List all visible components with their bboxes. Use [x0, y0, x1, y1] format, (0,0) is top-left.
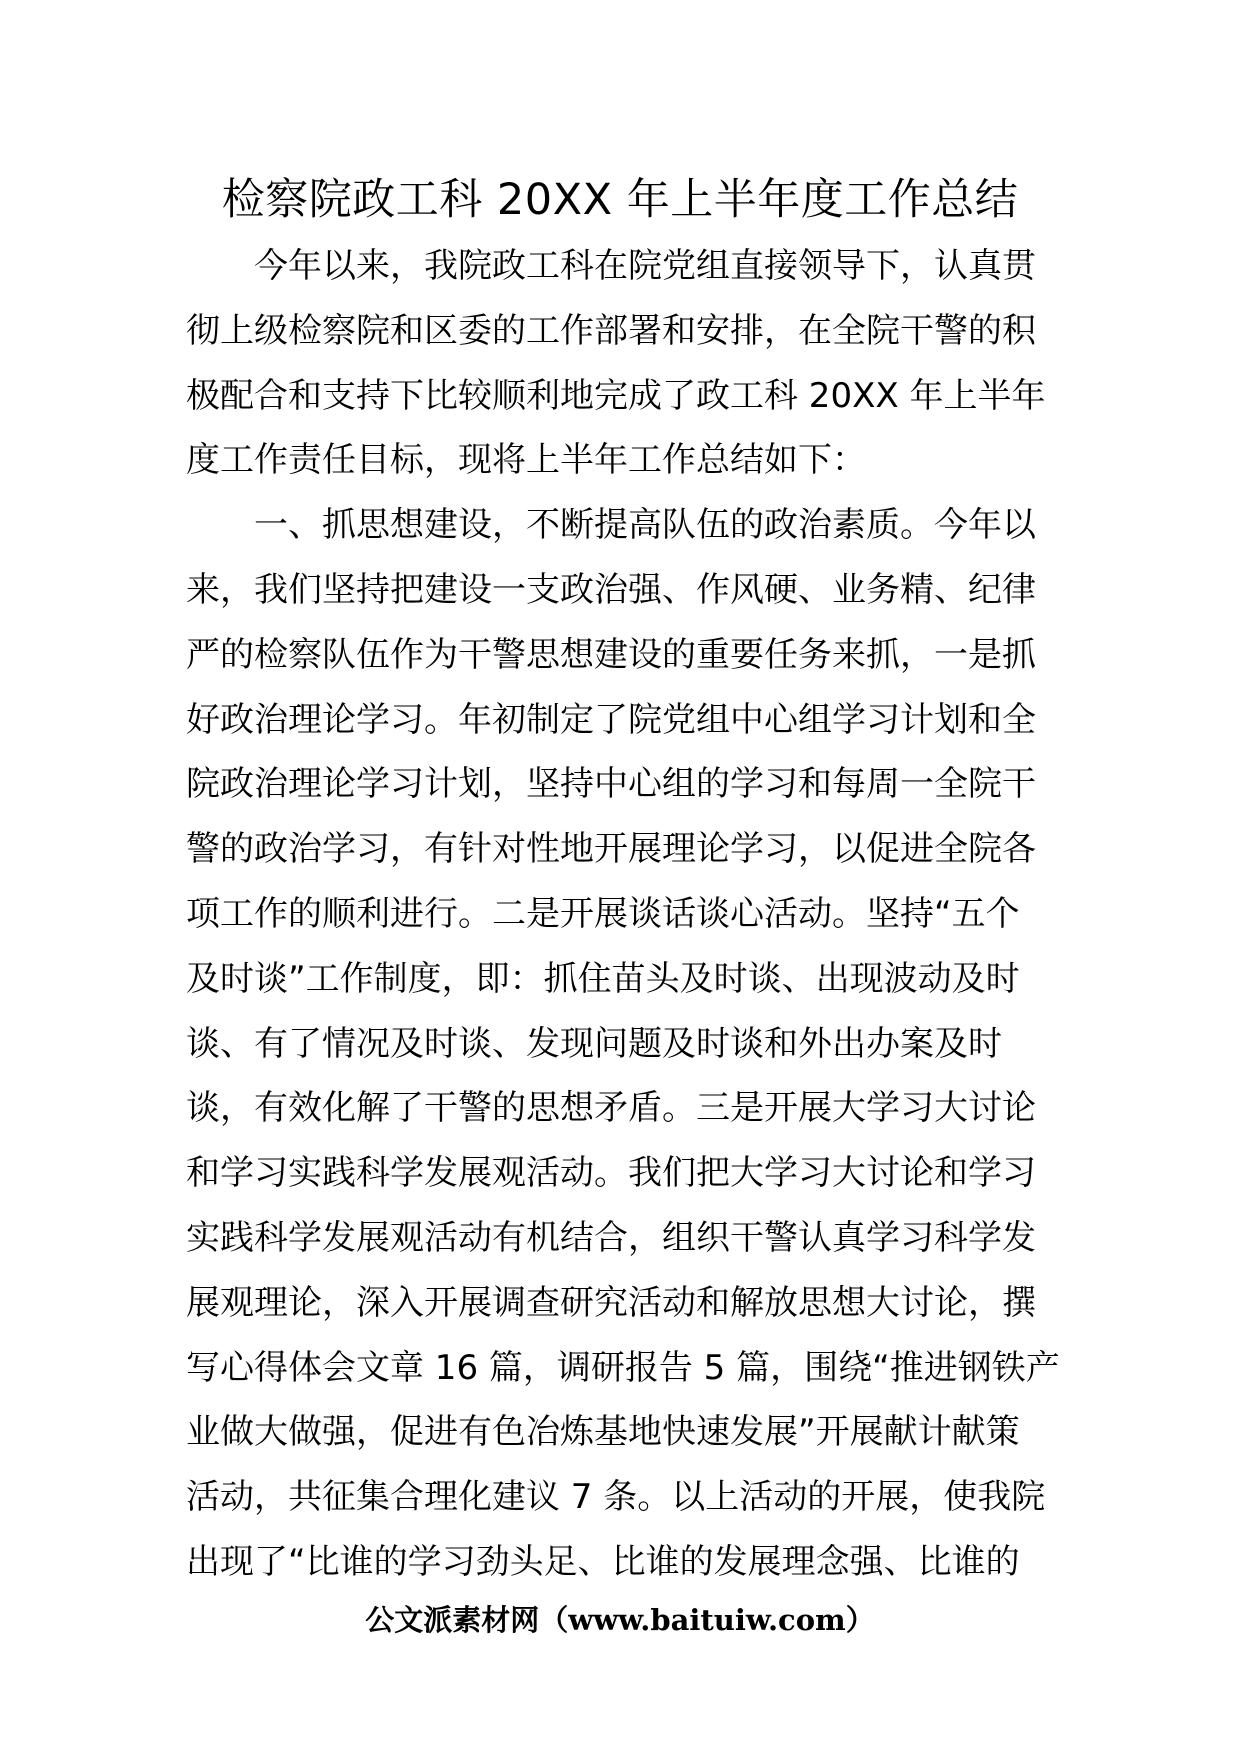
- paragraph-line: 一、抓思想建设，不断提高队伍的政治素质。今年以: [254, 505, 1036, 546]
- paragraph-line: 活动，共征集合理化建议 7 条。以上活动的开展，使我院: [186, 1477, 1046, 1518]
- paragraph-line: 来，我们坚持把建设一支政治强、作风硬、业务精、纪律: [186, 569, 1036, 610]
- paragraph-line: 今年以来，我院政工科在院党组直接领导下，认真贯: [254, 246, 1036, 286]
- paragraph-line: 写心得体会文章 16 篇，调研报告 5 篇，围绕“推进钢铁产: [186, 1347, 1060, 1388]
- paragraph-line: 好政治理论学习。年初制定了院党组中心组学习计划和全: [186, 699, 1036, 740]
- document-body: [186, 234, 1066, 1595]
- paragraph-line: 和学习实践科学发展观活动。我们把大学习大讨论和学习: [186, 1153, 1036, 1194]
- paragraph-line: 院政治理论学习计划，坚持中心组的学习和每周一全院干: [186, 764, 1036, 805]
- paragraph-line: 及时谈”工作制度，即：抓住苗头及时谈、出现波动及时: [186, 958, 1020, 999]
- paragraph-line: 业做大做强，促进有色冶炼基地快速发展”开展献计献策: [186, 1412, 1020, 1453]
- paragraph-line: 实践科学发展观活动有机结合，组织干警认真学习科学发: [186, 1217, 1036, 1258]
- paragraph: [186, 234, 1066, 493]
- paragraph-line: 谈、有了情况及时谈、发现问题及时谈和外出办案及时: [186, 1023, 1002, 1064]
- document-title: 检察院政工科 20XX 年上半年度工作总结: [221, 175, 1019, 225]
- paragraph-line: 警的政治学习，有针对性地开展理论学习，以促进全院各: [186, 829, 1036, 870]
- paragraph-line: 谈，有效化解了干警的思想矛盾。三是开展大学习大讨论: [186, 1088, 1036, 1129]
- paragraph-line: 极配合和支持下比较顺利地完成了政工科 20XX 年上半年: [186, 375, 1046, 416]
- paragraph-line: 出现了“比谁的学习劲头足、比谁的发展理念强、比谁的: [186, 1541, 1020, 1582]
- paragraph-line: 度工作责任目标，现将上半年工作总结如下：: [186, 440, 866, 481]
- paragraph-line: 项工作的顺利进行。二是开展谈话谈心活动。坚持“五个: [186, 893, 1020, 934]
- paragraph-line: 严的检察队伍作为干警思想建设的重要任务来抓，一是抓: [186, 634, 1036, 675]
- paragraph-line: 彻上级检察院和区委的工作部署和安排，在全院干警的积: [186, 310, 1036, 351]
- paragraph-line: 展观理论，深入开展调查研究活动和解放思想大讨论，撰: [186, 1282, 1036, 1323]
- footer-source-link: 公文派素材网（www.baituiw.com）: [365, 1603, 875, 1637]
- paragraph: [186, 493, 1066, 1595]
